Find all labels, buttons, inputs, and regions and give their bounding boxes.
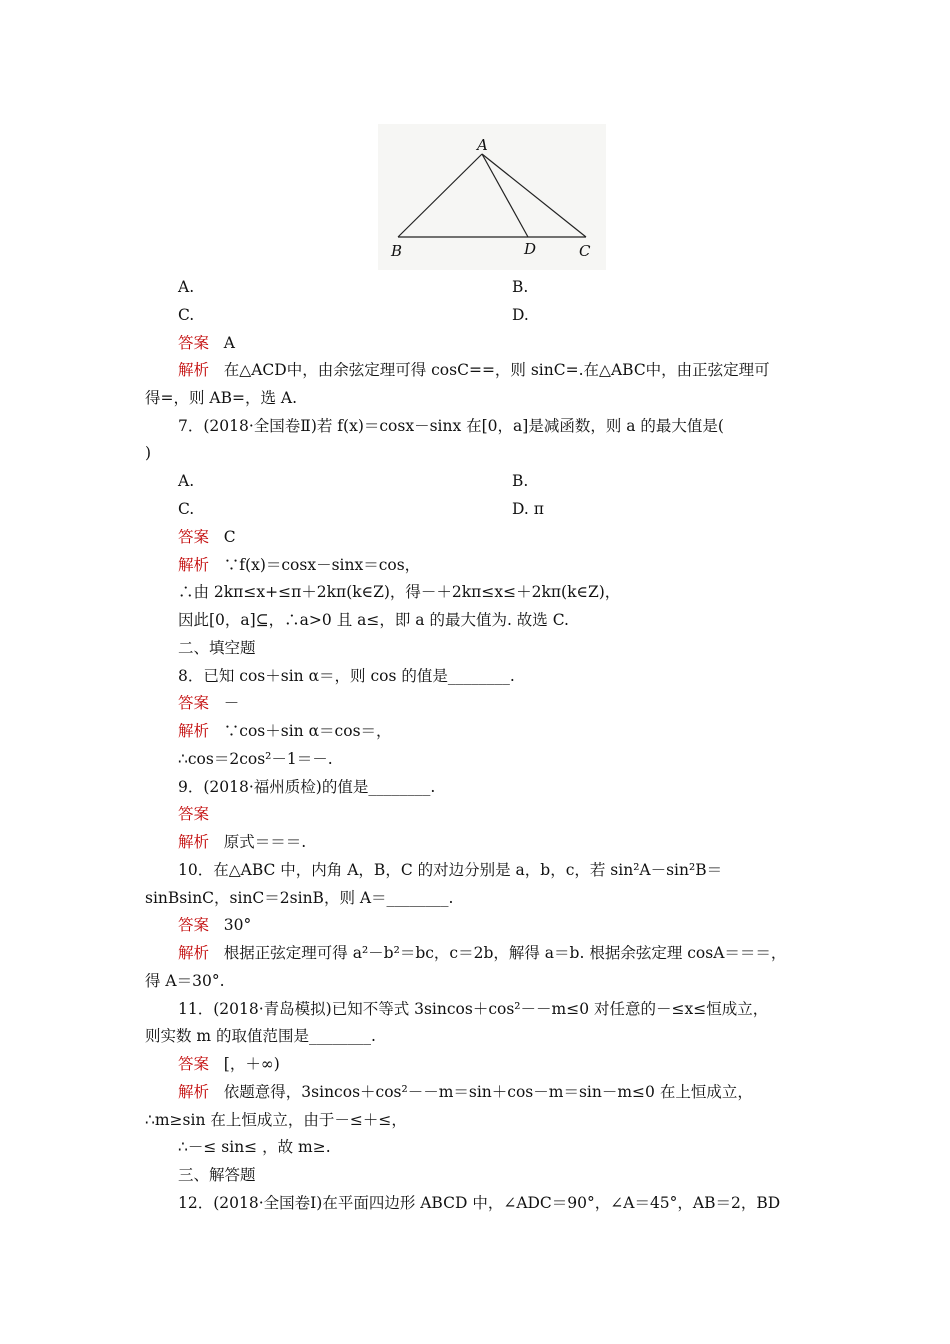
answer-label: 答案 [178,528,210,546]
q7-explanation-line3: 因此[0，a]⊆，∴a>0 且 a≤，即 a 的最大值为. 故选 C. [178,611,569,629]
q7-explanation-line2: ∴由 2kπ≤x+≤π＋2kπ(k∈Z)，得－＋2kπ≤x≤＋2kπ(k∈Z)， [178,583,621,601]
q9-question: 9．(2018·福州质检)的值是________. [178,778,436,796]
answer-value: C [223,528,236,546]
q9-answer-row [178,804,209,824]
label-a: A [477,136,488,154]
q10-answer-row [178,915,251,935]
side-ac [482,154,586,237]
answer-label: 答案 [178,916,210,934]
answer-label: 答案 [178,694,210,712]
explanation-text: 依题意得，3sincos＋cos²－－m＝sin＋cos－m＝sin－m≤0 在上恒成立， [223,1083,753,1101]
explanation-label: 解析 [178,833,210,851]
q7-question-cont: ) [145,444,152,462]
triangle-figure [378,124,606,270]
answer-value: A [223,334,235,352]
q11-explanation-line2: ∴m≥sin 在上恒成立，由于－≤＋≤， [145,1111,407,1129]
q8-explanation-line2: ∴cos＝2cos²－1＝－. [178,750,333,768]
label-c: C [579,242,591,260]
q11-answer-row [178,1054,280,1074]
q6-option-d: D. [512,306,529,324]
explanation-text: 根据正弦定理可得 a²－b²＝bc，c＝2b，解得 a＝b. 根据余弦定理 cosA＝＝＝， [223,944,787,962]
explanation-label: 解析 [178,1083,210,1101]
explanation-label: 解析 [178,361,210,379]
q7-answer-row [178,527,236,547]
segment-ad [482,154,528,237]
section-fill-blank-heading: 二、填空题 [178,639,256,657]
answer-value: [，＋∞) [223,1055,280,1073]
q11-question-cont: 则实数 m 的取值范围是________. [145,1027,376,1045]
label-b: B [391,242,403,260]
q8-answer-row [178,693,239,713]
answer-label: 答案 [178,805,210,823]
q6-explanation-line2: 得=，则 AB=，选 A. [145,389,298,407]
q10-question-cont: sinBsinC，sinC＝2sinB，则 A＝________. [145,889,454,907]
q11-explanation-row [178,1082,753,1102]
explanation-text: 原式＝＝＝. [223,833,307,851]
q6-option-c: C. [178,306,195,324]
answer-value: 30° [223,916,252,934]
q10-explanation-row [178,943,786,963]
q7-explanation-row [178,555,420,575]
answer-label: 答案 [178,1055,210,1073]
explanation-label: 解析 [178,944,210,962]
q8-question: 8．已知 cos＋sin α＝，则 cos 的值是________. [178,667,515,685]
side-ab [398,154,482,237]
q12-question: 12．(2018·全国卷Ⅰ)在平面四边形 ABCD 中，∠ADC＝90°，∠A＝45°，AB＝2，BD [178,1194,781,1212]
answer-value: － [223,694,240,712]
q7-option-c: C. [178,500,195,518]
q11-explanation-line3: ∴－≤ sin≤ ，故 m≥. [178,1138,331,1156]
q11-question: 11．(2018·青岛模拟)已知不等式 3sincos＋cos²－－m≤0 对任意的－≤x≤恒成立， [178,1000,769,1018]
q7-option-b: B. [512,472,529,490]
explanation-label: 解析 [178,722,210,740]
explanation-text: 在△ACD中，由余弦定理可得 cosC==，则 sinC=.在△ABC中，由正弦定理可 [223,361,770,379]
q10-explanation-line2: 得 A＝30°. [145,972,225,990]
answer-label: 答案 [178,334,210,352]
q7-question: 7．(2018·全国卷Ⅱ)若 f(x)＝cosx－sinx 在[0，a]是减函数，则 a 的最大值是( [178,417,724,435]
q7-option-a: A. [178,472,195,490]
q6-answer-row [178,333,235,353]
q6-option-a: A. [178,278,195,296]
q6-option-b: B. [512,278,529,296]
q6-explanation-row [178,360,770,380]
q7-option-d: D. π [512,500,544,518]
q9-explanation-row [178,832,306,852]
explanation-text: ∵f(x)＝cosx－sinx＝cos， [223,556,421,574]
label-d: D [524,240,537,258]
triangle-diagram [378,124,606,270]
q10-question: 10．在△ABC 中，内角 A，B，C 的对边分别是 a，b，c，若 sin²A－sin²B＝ [178,861,723,879]
explanation-label: 解析 [178,556,210,574]
q8-explanation-row [178,721,392,741]
section-solution-heading: 三、解答题 [178,1166,256,1184]
explanation-text: ∵cos＋sin α＝cos＝， [223,722,392,740]
